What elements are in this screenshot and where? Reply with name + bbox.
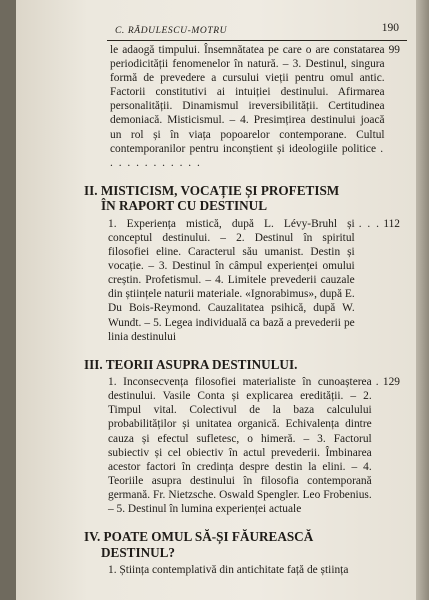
leader-dots: . . . . . . . . . . . . bbox=[110, 142, 385, 169]
running-head: C. RĂDULESCU-MOTRU bbox=[115, 26, 228, 36]
toc-page-ref: 112 bbox=[383, 217, 400, 230]
toc-entry-text: le adaogă timpului. Însemnătatea pe care o are constatarea periodicității fenomenelor în natură. – 3. Destinul, singura formă de prevedere a cursului vieții pentru omul antic. Factorii constitutivi ai intuiției destinului. Afirmarea personalității. Dinamismul ireversibilității. Certitudinea demoniacă. Misticismul. – 4. Presimțirea destinului joacă un rol și în viața popoarelor contemporane. Cultul contemporanilor pentru inconștient și ideologiile politice bbox=[110, 44, 385, 155]
section-heading-line: III. TEORII ASUPRA DESTINULUI. bbox=[84, 356, 298, 372]
section-heading-line: ÎN RAPORT CU DESTINUL bbox=[101, 198, 267, 214]
section-heading bbox=[84, 183, 400, 214]
leader-dots: . . . bbox=[358, 217, 381, 230]
section-heading-line: II. MISTICISM, VOCAȚIE ȘI PROFETISM bbox=[84, 182, 340, 198]
toc-page-ref: 99 bbox=[388, 44, 400, 56]
section-heading bbox=[84, 529, 400, 560]
page-number: 190 bbox=[381, 22, 399, 34]
section-entries bbox=[108, 375, 400, 516]
toc-section-4 bbox=[84, 529, 400, 577]
toc-section-2 bbox=[84, 182, 400, 344]
page-header bbox=[107, 20, 407, 41]
section-heading-line: IV. POATE OMUL SĂ-ȘI FĂUREASCĂ bbox=[84, 529, 314, 545]
section-entries-text: 1. Știința contemplativă din antichitate față de știința bbox=[108, 564, 349, 577]
section-entries bbox=[108, 217, 400, 344]
leader-dots: . bbox=[375, 376, 381, 389]
section-entries bbox=[108, 563, 400, 577]
next-page-edge bbox=[416, 0, 429, 600]
section-entries-text: 1. Inconsecvența filosofiei materialiste în cunoașterea destinului. Vasile Conta și explicarea eredității. – 2. Timpul vital. Colectivul de la baza calculului probabilităților și unitatea organică. Echivalența dintre cauza și efectul sufletesc, o himeră. – 3. Factorul subiectiv și cel obiectiv în actul prevederii. Îmbinarea acestor factori în credința despre destin la elini. – 4. Teoriile asupra destinului în filosofia contemporană germană. Fr. Nietzsche. Oswald Spengler. Leo Frobenius. – 5. Destinul în lumina experienței actuale bbox=[108, 376, 372, 516]
toc-page-ref: 129 bbox=[382, 376, 400, 389]
section-heading-line: DESTINUL? bbox=[101, 544, 176, 560]
section-heading bbox=[84, 357, 400, 373]
section-entries-text: 1. Experiența mistică, după L. Lévy-Bruhl și conceptul destinului. – 2. Destinul în spiritul filosofiei eline. Caracterul său umanist. Destin și vocație. – 3. Destinul în câmpul experienței omului creștin. Profetismul. – 4. Limitele prevederii cauzale din științele naturii materiale. «Ignorabimus», după E. Du Bois-Reymond. Cauzalitatea psihică, după W. Wundt. – 5. Legea individuală ca bază a prevederii pe linia destinului bbox=[108, 217, 355, 343]
toc-entry-continuation bbox=[110, 43, 400, 170]
toc-section-3 bbox=[84, 356, 400, 516]
table-of-contents bbox=[84, 43, 400, 577]
